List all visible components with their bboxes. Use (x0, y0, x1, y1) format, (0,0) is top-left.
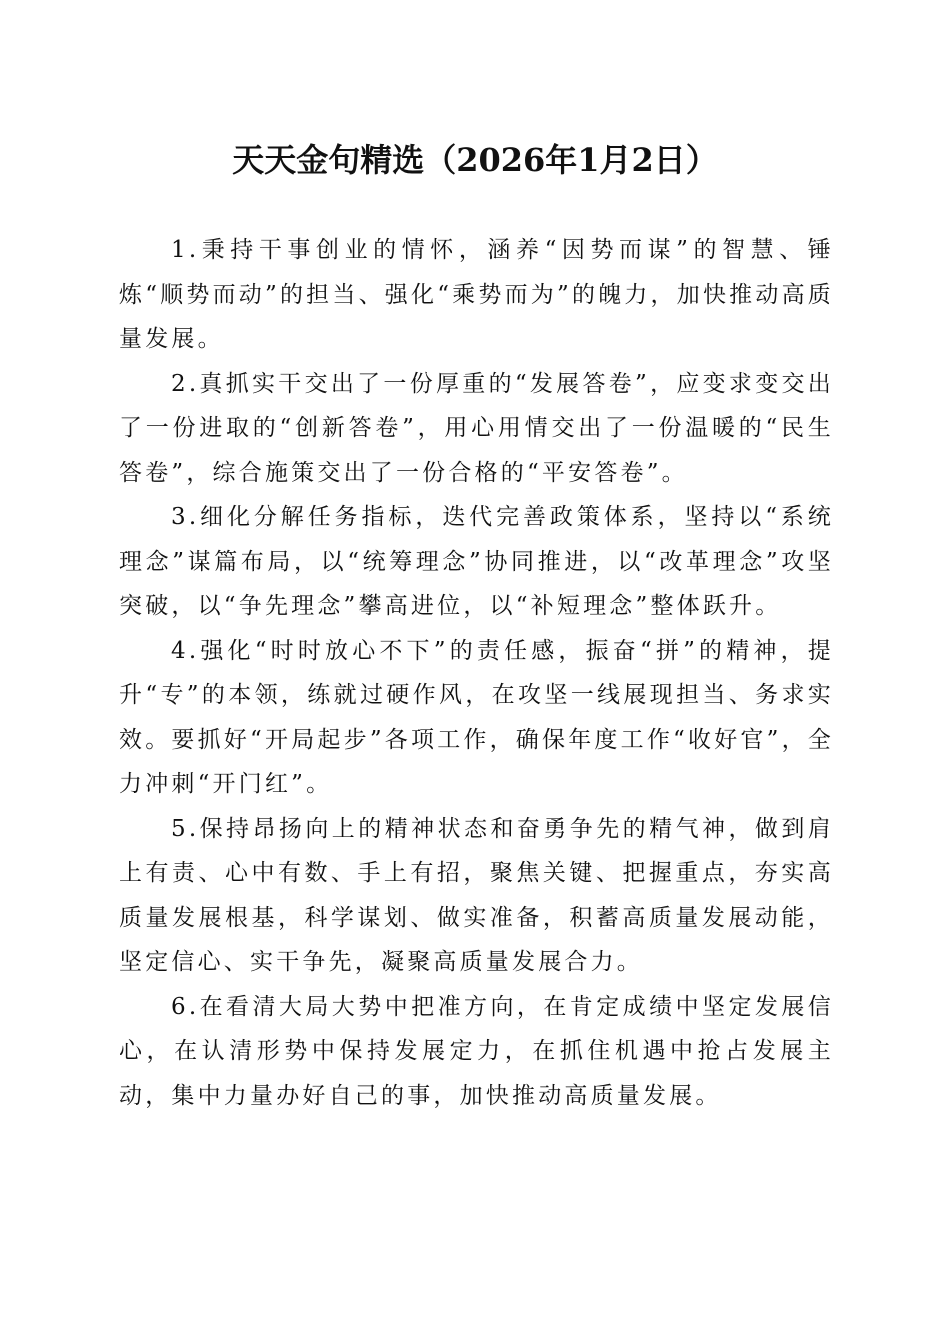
paragraph-5: 5.保持昂扬向上的精神状态和奋勇争先的精气神，做到肩上有责、心中有数、手上有招，聚焦关键、把握重点，夯实高质量发展根基，科学谋划、做实准备，积蓄高质量发展动能，坚定信心、实干争先，凝聚高质量发展合力。 (119, 815, 834, 975)
document-body (119, 228, 834, 1118)
paragraph-6: 6.在看清大局大势中把准方向，在肯定成绩中坚定发展信心，在认清形势中保持发展定力，在抓住机遇中抢占发展主动，集中力量办好自己的事，加快推动高质量发展。 (119, 993, 834, 1109)
paragraph-1: 1.秉持干事创业的情怀，涵养“因势而谋”的智慧、锤炼“顺势而动”的担当、强化“乘势而为”的魄力，加快推动高质量发展。 (119, 237, 834, 352)
document-title: 天天金句精选（2026年1月2日） (232, 141, 718, 179)
paragraph-4: 4.强化“时时放心不下”的责任感，振奋“拼”的精神，提升“专”的本领，练就过硬作风，在攻坚一线展现担当、务求实效。要抓好“开局起步”各项工作，确保年度工作“收好官”，全力冲刺“开门红”。 (119, 637, 834, 797)
paragraph-3: 3.细化分解任务指标，迭代完善政策体系，坚持以“系统理念”谋篇布局，以“统筹理念”协同推进，以“改革理念”攻坚突破，以“争先理念”攀高进位，以“补短理念”整体跃升。 (119, 504, 834, 619)
paragraph-2: 2.真抓实干交出了一份厚重的“发展答卷”，应变求变交出了一份进取的“创新答卷”，用心用情交出了一份温暖的“民生答卷”，综合施策交出了一份合格的“平安答卷”。 (119, 370, 834, 486)
